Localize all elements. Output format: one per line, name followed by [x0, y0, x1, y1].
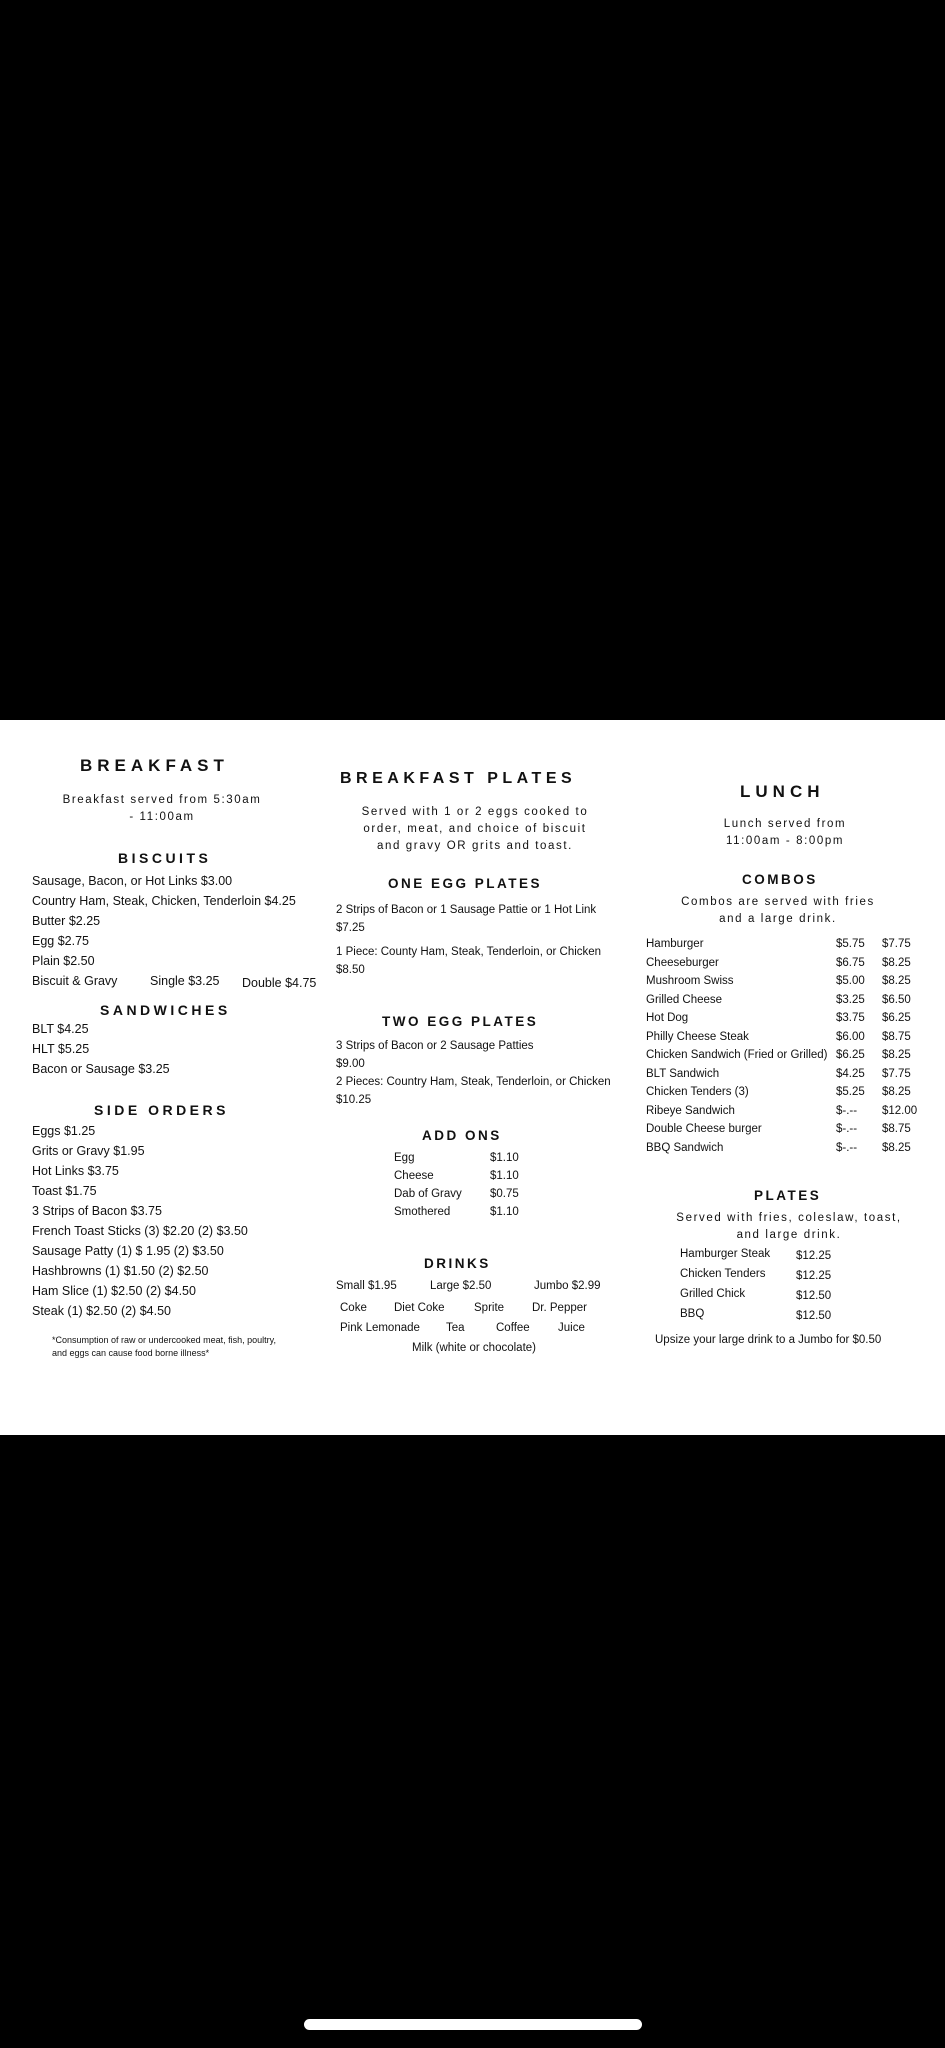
menu-page	[0, 720, 945, 1435]
add-on-price: $1.10	[490, 1170, 519, 1182]
drink-option: Diet Coke	[394, 1302, 445, 1314]
combo-name: Mushroom Swiss	[646, 975, 734, 987]
combo-combo-price: $12.00	[882, 1104, 918, 1117]
combo-name: Grilled Cheese	[646, 993, 723, 1006]
biscuit-item: Sausage, Bacon, or Hot Links $3.00	[32, 874, 233, 888]
add-on-name: Dab of Gravy	[394, 1188, 462, 1200]
combo-combo-price: $6.50	[882, 993, 911, 1006]
combo-combo-price: $8.75	[882, 1030, 911, 1043]
combo-price: $5.75	[836, 938, 865, 950]
side-order-item: 3 Strips of Bacon $3.75	[32, 1204, 162, 1218]
two-egg-heading: TWO EGG PLATES	[382, 1014, 539, 1029]
combo-price: $-.--	[836, 1123, 858, 1135]
two-egg-price: $9.00	[336, 1058, 365, 1070]
biscuit-gravy-double: Double $4.75	[242, 976, 317, 990]
biscuit-gravy-single: Single $3.25	[150, 974, 220, 988]
combo-combo-price: $6.25	[882, 1012, 911, 1024]
plate-price: $12.50	[796, 1310, 832, 1322]
combo-combo-price: $7.75	[882, 938, 911, 950]
combo-price: $6.00	[836, 1030, 865, 1043]
side-order-item: Steak (1) $2.50 (2) $4.50	[32, 1304, 171, 1318]
sandwiches-heading: SANDWICHES	[100, 1002, 231, 1018]
side-order-item: Grits or Gravy $1.95	[32, 1144, 145, 1158]
drink-option: Dr. Pepper	[532, 1302, 587, 1314]
add-on-name: Egg	[394, 1152, 415, 1164]
plate-name: Grilled Chick	[680, 1288, 746, 1300]
combo-price: $-.--	[836, 1141, 858, 1154]
side-order-item: Eggs $1.25	[32, 1124, 96, 1138]
breakfast-hours: Breakfast served from 5:30am - 11:00am	[62, 794, 262, 823]
plates-description: Served with fries, coleslaw, toast, and large drink.	[676, 1212, 902, 1241]
biscuit-item: Plain $2.50	[32, 954, 95, 968]
drinks-heading: DRINKS	[424, 1256, 491, 1271]
side-orders-heading: SIDE ORDERS	[94, 1102, 229, 1118]
one-egg-line: 2 Strips of Bacon or 1 Sausage Pattie or 1 Hot Link	[336, 904, 597, 916]
plate-price: $12.25	[796, 1270, 832, 1282]
breakfast-plates-title: BREAKFAST PLATES	[340, 770, 577, 787]
plates-heading: PLATES	[754, 1188, 822, 1203]
side-order-item: Hashbrowns (1) $1.50 (2) $2.50	[32, 1264, 209, 1278]
two-egg-price: $10.25	[336, 1094, 372, 1106]
breakfast-title: BREAKFAST	[80, 756, 229, 775]
combo-name: Chicken Sandwich (Fried or Grilled)	[646, 1049, 828, 1061]
add-on-price: $0.75	[490, 1188, 519, 1200]
sandwich-item: Bacon or Sausage $3.25	[32, 1062, 170, 1076]
combo-combo-price: $8.25	[882, 1141, 911, 1154]
combo-name: Cheeseburger	[646, 956, 719, 969]
combo-name: Double Cheese burger	[646, 1123, 762, 1135]
combo-name: Chicken Tenders (3)	[646, 1086, 749, 1098]
add-on-price: $1.10	[490, 1206, 519, 1218]
one-egg-price: $8.50	[336, 964, 365, 976]
drink-option: Coffee	[496, 1322, 530, 1334]
add-on-price: $1.10	[490, 1152, 519, 1164]
combo-price: $6.75	[836, 956, 865, 969]
side-order-item: French Toast Sticks (3) $2.20 (2) $3.50	[32, 1224, 248, 1238]
drink-size-jumbo: Jumbo $2.99	[534, 1280, 601, 1292]
biscuit-item: Country Ham, Steak, Chicken, Tenderloin $4.25	[32, 894, 296, 908]
drink-size-large: Large $2.50	[430, 1280, 492, 1292]
combo-price: $5.25	[836, 1086, 865, 1098]
combo-name: Philly Cheese Steak	[646, 1030, 749, 1043]
breakfast-plates-description: Served with 1 or 2 eggs cooked to order, meat, and choice of biscuit and gravy OR grits and toast.	[361, 806, 589, 852]
two-egg-line: 3 Strips of Bacon or 2 Sausage Patties	[336, 1040, 534, 1052]
combo-price: $5.00	[836, 975, 865, 987]
add-ons-heading: ADD ONS	[422, 1128, 502, 1143]
drink-option: Juice	[558, 1322, 585, 1334]
home-indicator[interactable]	[304, 2019, 642, 2030]
biscuit-item: Egg $2.75	[32, 934, 89, 948]
plate-name: Hamburger Steak	[680, 1248, 771, 1260]
drink-option: Coke	[340, 1302, 367, 1314]
combo-name: Hot Dog	[646, 1012, 689, 1024]
plate-price: $12.25	[796, 1250, 832, 1262]
combo-combo-price: $8.25	[882, 956, 911, 969]
add-on-name: Cheese	[394, 1170, 434, 1182]
plate-price: $12.50	[796, 1290, 832, 1302]
combo-name: Ribeye Sandwich	[646, 1104, 735, 1117]
food-safety-note: *Consumption of raw or undercooked meat, fish, poultry, and eggs can cause food borne illness*	[52, 1335, 276, 1358]
biscuit-item: Butter $2.25	[32, 914, 101, 928]
combo-name: BBQ Sandwich	[646, 1141, 724, 1154]
combos-description: Combos are served with fries and a large drink.	[681, 896, 875, 925]
side-order-item: Sausage Patty (1) $ 1.95 (2) $3.50	[32, 1244, 224, 1258]
combo-price: $4.25	[836, 1067, 865, 1080]
combo-combo-price: $8.25	[882, 975, 911, 987]
add-on-name: Smothered	[394, 1206, 451, 1218]
combos-heading: COMBOS	[742, 872, 818, 887]
combo-combo-price: $8.75	[882, 1123, 911, 1135]
combo-combo-price: $8.25	[882, 1049, 911, 1061]
one-egg-heading: ONE EGG PLATES	[388, 876, 543, 891]
drink-option: Tea	[446, 1322, 465, 1334]
combo-price: $3.75	[836, 1012, 865, 1024]
biscuit-gravy-label: Biscuit & Gravy	[32, 974, 118, 988]
one-egg-line: 1 Piece: County Ham, Steak, Tenderloin, or Chicken	[336, 946, 602, 958]
drink-option: Pink Lemonade	[340, 1322, 420, 1334]
combo-name: Hamburger	[646, 938, 704, 950]
drink-option: Sprite	[474, 1302, 505, 1314]
lunch-hours: Lunch served from 11:00am - 8:00pm	[723, 818, 847, 847]
side-order-item: Ham Slice (1) $2.50 (2) $4.50	[32, 1284, 196, 1298]
combo-price: $-.--	[836, 1104, 858, 1117]
sandwich-item: BLT $4.25	[32, 1022, 89, 1036]
combo-name: BLT Sandwich	[646, 1067, 720, 1080]
combo-combo-price: $8.25	[882, 1086, 911, 1098]
upsize-note: Upsize your large drink to a Jumbo for $0.50	[655, 1334, 882, 1346]
drink-milk: Milk (white or chocolate)	[412, 1342, 536, 1354]
combo-price: $3.25	[836, 993, 865, 1006]
sandwich-item: HLT $5.25	[32, 1042, 90, 1056]
plate-name: BBQ	[680, 1308, 705, 1320]
one-egg-price: $7.25	[336, 922, 365, 934]
combo-price: $6.25	[836, 1049, 865, 1061]
side-order-item: Hot Links $3.75	[32, 1164, 119, 1178]
side-order-item: Toast $1.75	[32, 1184, 97, 1198]
combo-combo-price: $7.75	[882, 1067, 911, 1080]
biscuits-heading: BISCUITS	[118, 850, 212, 866]
two-egg-line: 2 Pieces: Country Ham, Steak, Tenderloin, or Chicken	[336, 1076, 611, 1088]
lunch-title: LUNCH	[740, 782, 825, 801]
drink-size-small: Small $1.95	[336, 1280, 397, 1292]
plate-name: Chicken Tenders	[680, 1268, 766, 1280]
